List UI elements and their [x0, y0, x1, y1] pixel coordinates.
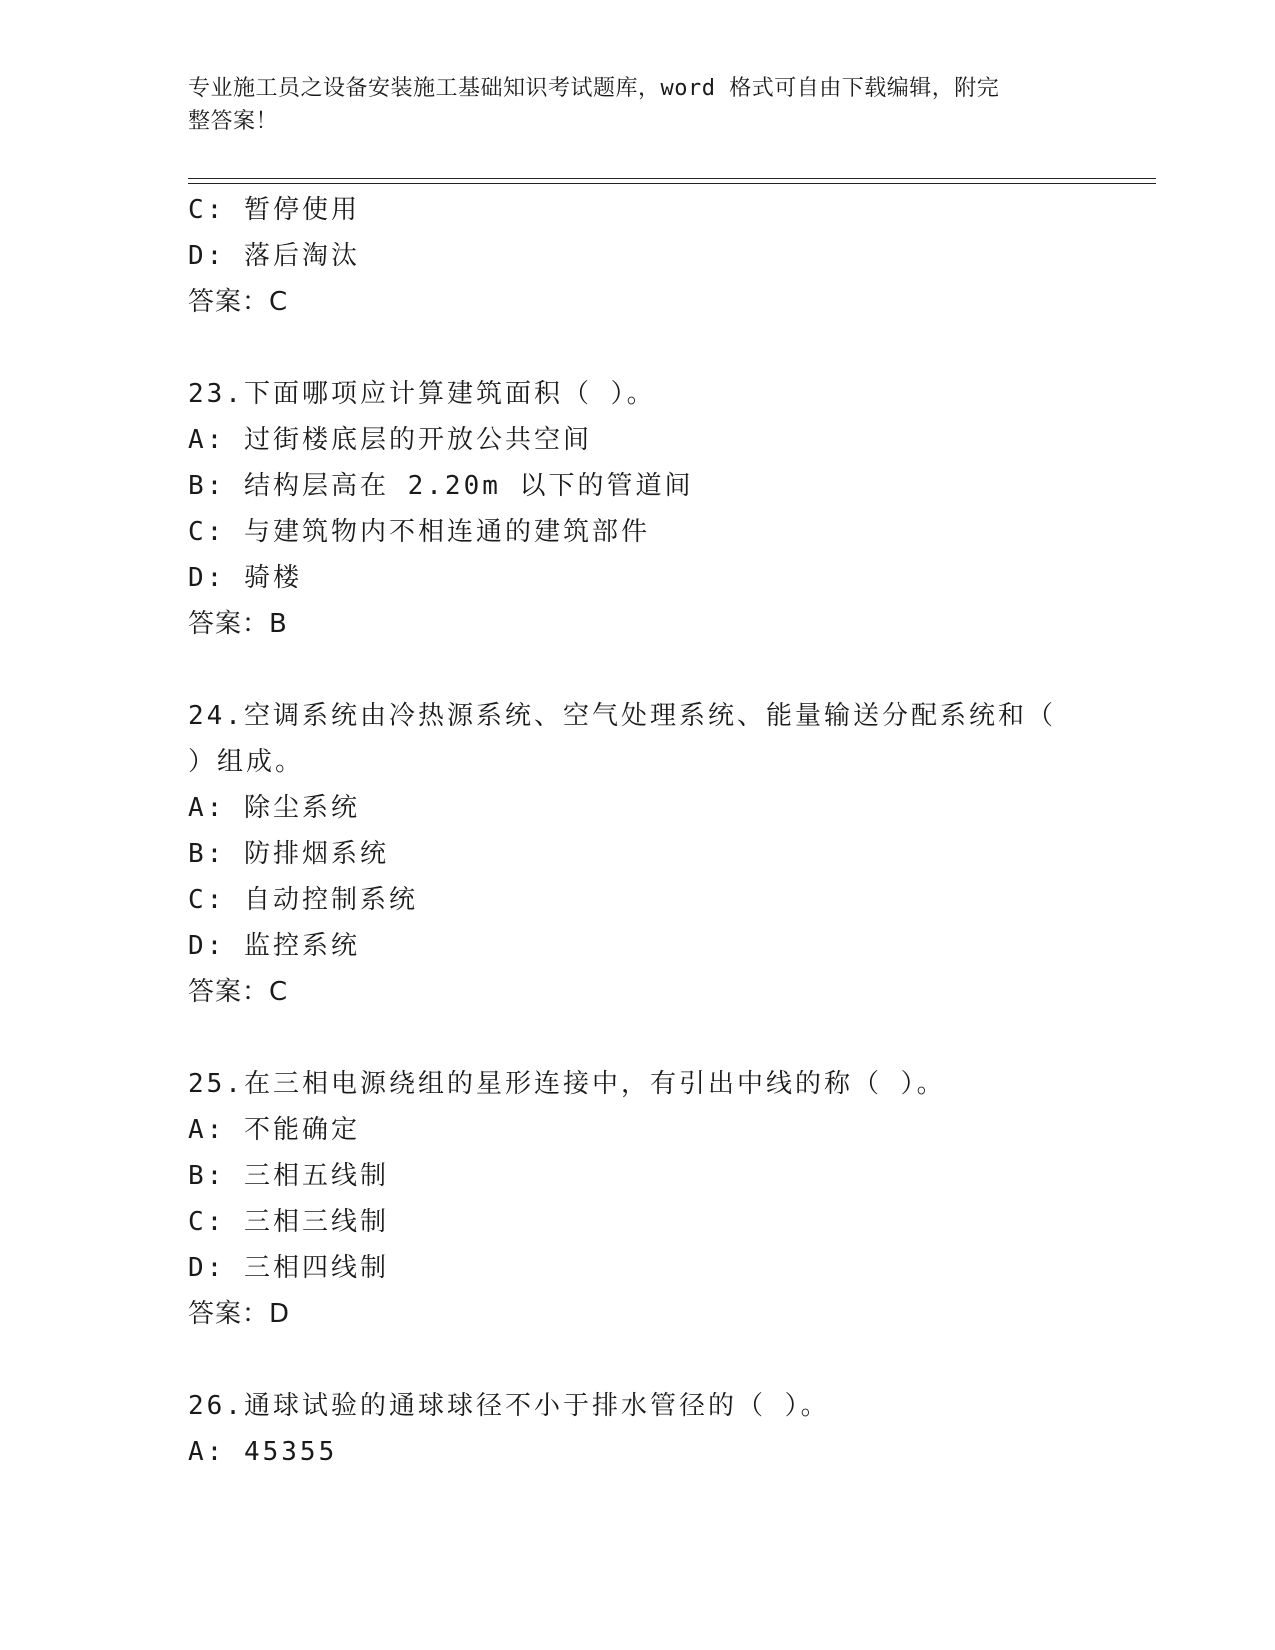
- question-stem: 26.通球试验的通球球径不小于排水管径的（ ）。: [188, 1391, 830, 1421]
- option-a: A: 45355: [188, 1437, 338, 1467]
- question-content: [188, 187, 1088, 1475]
- option-c: C: 三相三线制: [188, 1207, 389, 1237]
- question-stem: 25.在三相电源绕组的星形连接中，有引出中线的称（ ）。: [188, 1069, 946, 1099]
- option-c: C: 自动控制系统: [188, 885, 418, 915]
- header-line-2: 整答案！: [188, 109, 279, 134]
- header-divider-bottom: [188, 183, 1156, 184]
- question-stem: 23.下面哪项应计算建筑面积（ ）。: [188, 379, 656, 409]
- answer: 答案：D: [188, 1299, 291, 1329]
- option-c: C: 暂停使用: [188, 195, 360, 225]
- option-a: A: 过街楼底层的开放公共空间: [188, 425, 592, 455]
- header-line-1: 专业施工员之设备安装施工基础知识考试题库，word 格式可自由下载编辑，附完: [188, 76, 1000, 101]
- question-stem: 24.空调系统由冷热源系统、空气处理系统、能量输送分配系统和（: [188, 701, 1056, 731]
- option-a: A: 除尘系统: [188, 793, 360, 823]
- answer: 答案：C: [188, 287, 289, 317]
- option-b: B: 结构层高在 2.20m 以下的管道间: [188, 471, 694, 501]
- option-b: B: 防排烟系统: [188, 839, 389, 869]
- option-a: A: 不能确定: [188, 1115, 360, 1145]
- option-d: D: 监控系统: [188, 931, 360, 961]
- option-c: C: 与建筑物内不相连通的建筑部件: [188, 517, 650, 547]
- option-b: B: 三相五线制: [188, 1161, 389, 1191]
- answer: 答案：C: [188, 977, 289, 1007]
- question-stem-continued: ）组成。: [188, 747, 305, 777]
- header-divider-top: [188, 178, 1156, 179]
- option-d: D: 三相四线制: [188, 1253, 389, 1283]
- answer: 答案：B: [188, 609, 288, 639]
- option-d: D: 落后淘汰: [188, 241, 360, 271]
- page-header: [188, 72, 1088, 138]
- option-d: D: 骑楼: [188, 563, 302, 593]
